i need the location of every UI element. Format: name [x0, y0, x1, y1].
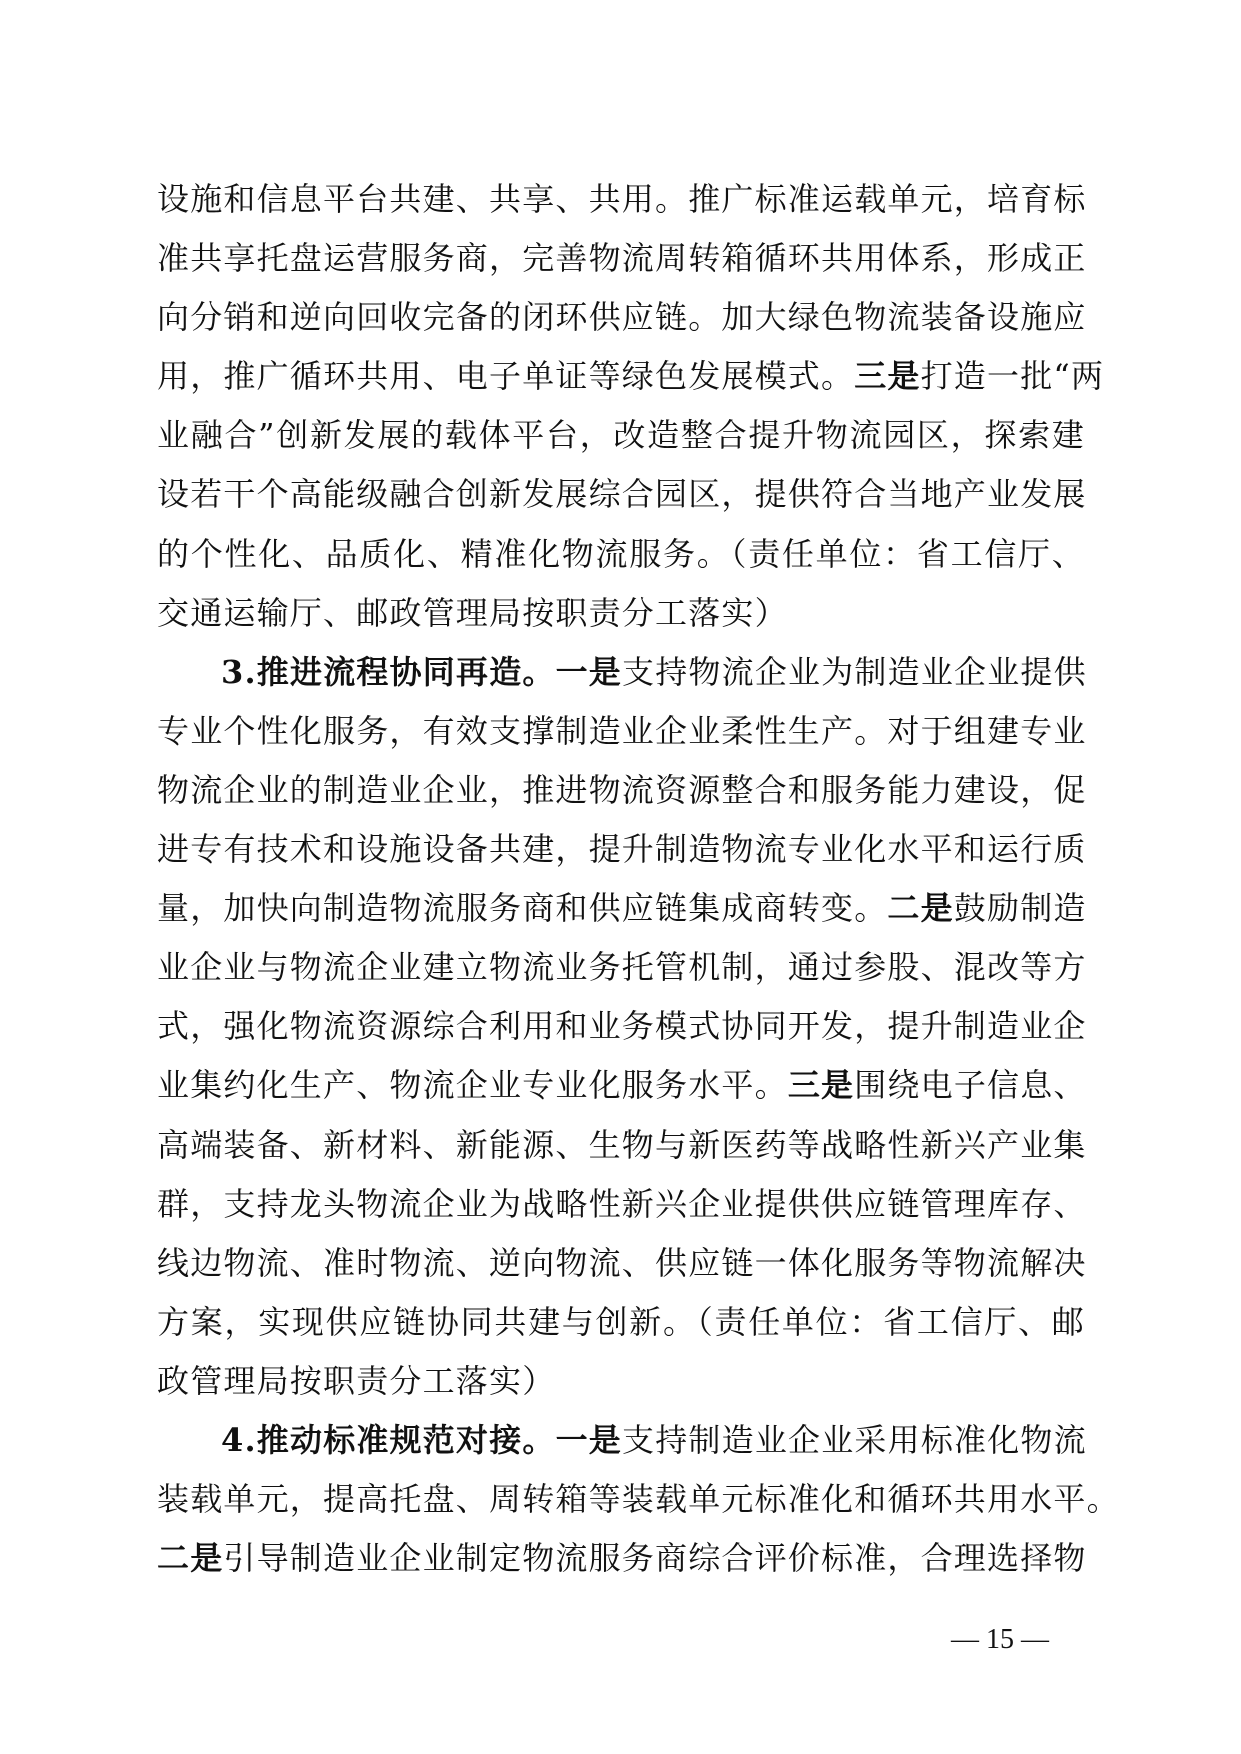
text-line [157, 643, 1085, 702]
text-segment: 打造一批“两 [920, 357, 1105, 396]
text-line [157, 938, 1085, 997]
text-line [157, 997, 1085, 1056]
text-segment: 政管理局按职责分工落实） [157, 1361, 556, 1400]
text-line [157, 1352, 1085, 1411]
text-line [157, 1470, 1120, 1529]
bold-text-segment: 二是 [157, 1539, 224, 1578]
text-line [157, 229, 1085, 288]
text-line [157, 406, 1085, 465]
bold-text-segment: 三是 [854, 357, 921, 396]
text-line [157, 1234, 1085, 1293]
text-segment: 用，推广循环共用、电子单证等绿色发展模式。 [157, 357, 855, 396]
text-segment: 围绕电子信息、 [854, 1066, 1087, 1105]
text-segment: 业企业与物流企业建立物流业务托管机制，通过参股、混改等方 [157, 948, 1087, 987]
text-line [157, 1056, 1085, 1115]
text-line [157, 525, 1085, 584]
text-segment: 高端装备、新材料、新能源、生物与新医药等战略性新兴产业集 [157, 1125, 1087, 1164]
bold-text-segment: 一是 [555, 1420, 623, 1459]
page-number: — 15 — [951, 1624, 1049, 1655]
text-segment: 支持制造业企业采用标准化物流 [622, 1420, 1087, 1459]
text-line [157, 1529, 1085, 1588]
text-segment: 线边物流、准时物流、逆向物流、供应链一体化服务等物流解决 [157, 1243, 1087, 1282]
bold-text-segment: 3.推进流程协同再造。 [221, 652, 556, 691]
body-text [157, 170, 1120, 1588]
text-segment: 准共享托盘运营服务商，完善物流周转箱循环共用体系，形成正 [157, 239, 1087, 278]
text-line [157, 584, 1085, 643]
text-segment: 支持物流企业为制造业企业提供 [622, 652, 1087, 691]
text-segment: 式，强化物流资源综合利用和业务模式协同开发，提升制造业企 [157, 1007, 1087, 1046]
text-line [157, 170, 1085, 229]
text-line [157, 879, 1085, 938]
text-segment: 引导制造业企业制定物流服务商综合评价标准，合理选择物 [223, 1539, 1087, 1578]
text-segment: 装载单元，提高托盘、周转箱等装载单元标准化和循环共用水平。 [157, 1480, 1120, 1519]
text-line [157, 1175, 1085, 1234]
text-segment: 方案，实现供应链协同共建与创新。（责任单位：省工信厅、邮 [157, 1302, 1085, 1341]
text-segment: 进专有技术和设施设备共建，提升制造物流专业化水平和运行质 [157, 830, 1087, 869]
text-segment: 设若干个高能级融合创新发展综合园区，提供符合当地产业发展 [157, 475, 1087, 514]
text-line [157, 288, 1085, 347]
text-line [157, 1411, 1085, 1470]
text-line [157, 347, 1105, 406]
text-segment: 向分销和逆向回收完备的闭环供应链。加大绿色物流装备设施应 [157, 298, 1087, 337]
bold-text-segment: 三是 [787, 1066, 855, 1105]
text-segment: 业融合”创新发展的载体平台，改造整合提升物流园区，探索建 [157, 416, 1085, 455]
bold-text-segment: 二是 [887, 889, 954, 928]
text-segment: 专业个性化服务，有效支撑制造业企业柔性生产。对于组建专业 [157, 711, 1087, 750]
text-segment: 物流企业的制造业企业，推进物流资源整合和服务能力建设，促 [157, 770, 1087, 809]
bold-text-segment: 4.推动标准规范对接。 [221, 1420, 556, 1459]
text-segment: 设施和信息平台共建、共享、共用。推广标准运载单元，培育标 [157, 180, 1087, 218]
text-line [157, 820, 1085, 879]
text-segment: 群，支持龙头物流企业为战略性新兴企业提供供应链管理库存、 [157, 1184, 1087, 1223]
text-segment: 鼓励制造 [953, 889, 1087, 928]
text-line [157, 702, 1085, 761]
bold-text-segment: 一是 [555, 652, 623, 691]
text-segment: 量，加快向制造物流服务商和供应链集成商转变。 [157, 889, 888, 928]
text-segment: 交通运输厅、邮政管理局按职责分工落实） [157, 593, 788, 632]
text-line [157, 1293, 1085, 1352]
text-line [157, 465, 1085, 524]
text-line [157, 1116, 1085, 1175]
text-segment: 的个性化、品质化、精准化物流服务。（责任单位：省工信厅、 [157, 534, 1085, 573]
text-line [157, 761, 1085, 820]
text-segment: 业集约化生产、物流企业专业化服务水平。 [157, 1066, 788, 1105]
